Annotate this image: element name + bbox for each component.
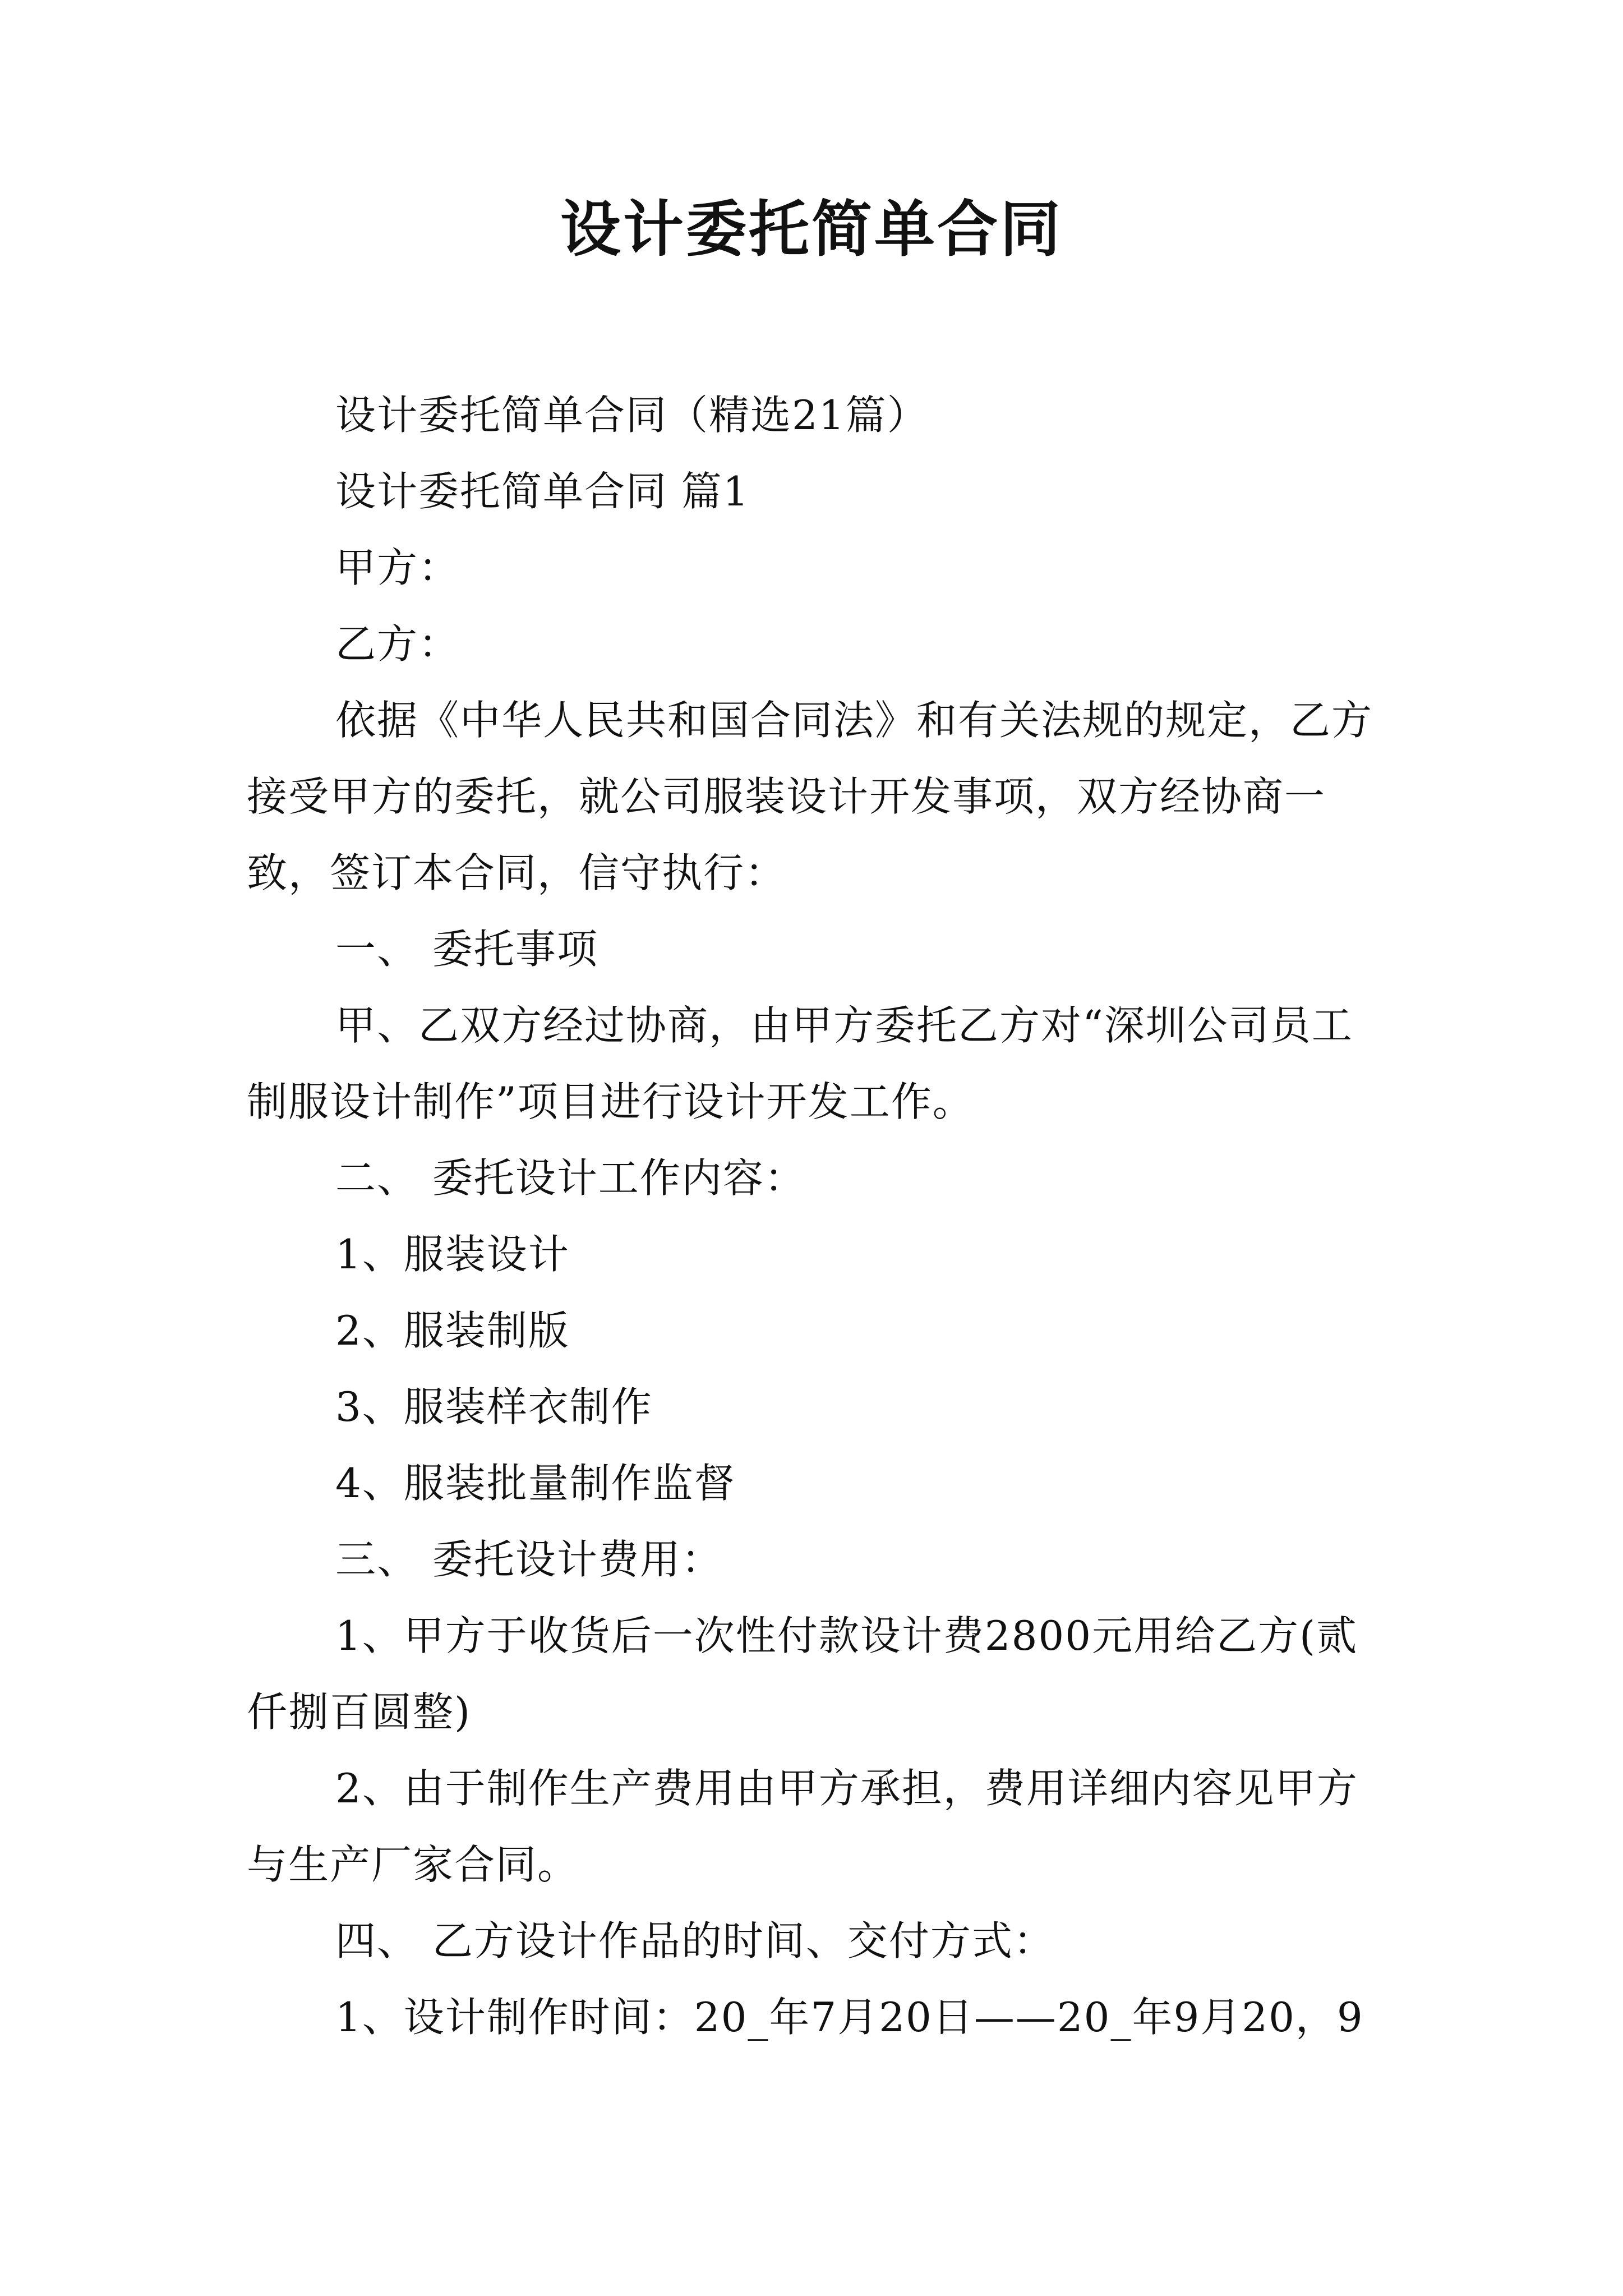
list-item: 3、服装样衣制作 [335,1383,653,1430]
list-item: 1、服装设计 [335,1231,570,1278]
list-item: 4、服装批量制作监督 [335,1460,736,1507]
paragraph-party-b: 乙方： [335,620,460,668]
paragraph-clause-4-heading: 四、 乙方设计作品的时间、交付方式： [335,1917,1055,1964]
paragraph-preamble: 依据《中华人民共和国合同法》和有关法规的规定，乙方接受甲方的委托，就公司服装设计开发事项，双方经协商一致，签订本合同，信守执行： [247,697,1373,896]
paragraph-clause-3-heading: 三、 委托设计费用： [335,1536,723,1583]
list-item: 2、服装制版 [335,1307,570,1354]
paragraph-section-heading: 设计委托简单合同 篇1 [335,468,750,515]
paragraph-subtitle: 设计委托简单合同（精选21篇） [335,392,929,439]
paragraph-party-a: 甲方： [335,544,460,591]
paragraph-clause-1-text: 甲、乙双方经过协商，由甲方委托乙方对“深圳公司员工制服设计制作”项目进行设计开发工作。 [247,1002,1353,1125]
paragraph-fee-2: 2、由于制作生产费用由甲方承担，费用详细内容见甲方与生产厂家合同。 [247,1765,1358,1888]
paragraph-fee-1: 1、甲方于收货后一次性付款设计费2800元用给乙方(贰仟捌百圆整) [247,1612,1358,1736]
paragraph-clause-1-heading: 一、 委托事项 [335,926,598,973]
document-body [247,377,1391,2055]
paragraph-clause-2-heading: 二、 委托设计工作内容： [335,1154,806,1202]
paragraph-schedule-1: 1、设计制作时间：20_年7月20日——20_年9月20，9 [335,1994,1364,2041]
document-title: 设计委托简单合同 [560,195,1063,265]
